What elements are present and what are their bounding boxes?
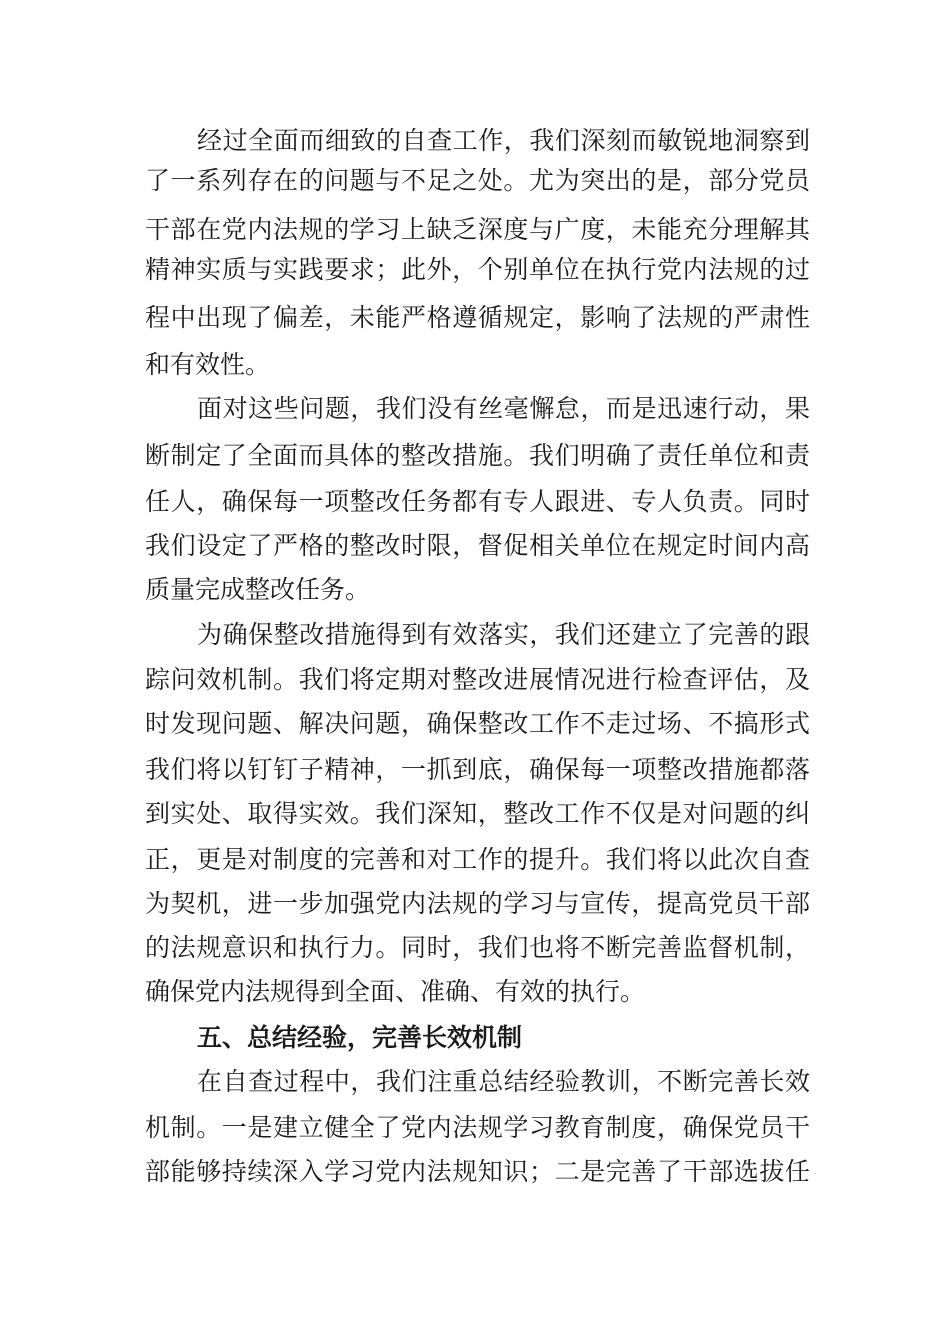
paragraph-3-line-4: 我们将以钉钉子精神，一抓到底，确保每一项整改措施都落: [145, 755, 810, 784]
paragraph-4-line-1: 在自查过程中，我们注重总结经验教训，不断完善长效: [197, 1067, 810, 1096]
paragraph-3-line-6: 正，更是对制度的完善和对工作的提升。我们将以此次自查: [145, 845, 810, 874]
paragraph-1-line-5: 程中出现了偏差，未能严格遵循规定，影响了法规的严肃性: [145, 303, 810, 332]
paragraph-1-line-3: 干部在党内法规的学习上缺乏深度与广度，未能充分理解其: [145, 215, 810, 244]
paragraph-4-line-3: 部能够持续深入学习党内法规知识；二是完善了干部选拔任: [145, 1157, 810, 1186]
paragraph-2-line-1: 面对这些问题，我们没有丝毫懈怠，而是迅速行动，果: [197, 394, 810, 423]
paragraph-2-line-3: 任人，确保每一项整改任务都有专人跟进、专人负责。同时: [145, 487, 810, 516]
paragraph-2-line-5: 质量完成整改任务。: [145, 575, 371, 604]
paragraph-3-line-3: 时发现问题、解决问题，确保整改工作不走过场、不搞形式: [145, 709, 810, 738]
paragraph-4-line-2: 机制。一是建立健全了党内法规学习教育制度，确保党员干: [145, 1113, 810, 1142]
section-heading: 五、总结经验，完善长效机制: [197, 1023, 523, 1052]
paragraph-1-line-4: 精神实质与实践要求；此外，个别单位在执行党内法规的过: [145, 255, 810, 284]
paragraph-3-line-5: 到实处、取得实效。我们深知，整改工作不仅是对问题的纠: [145, 799, 810, 828]
paragraph-3-line-9: 确保党内法规得到全面、准确、有效的执行。: [145, 977, 646, 1006]
paragraph-3-line-2: 踪问效机制。我们将定期对整改进展情况进行检查评估，及: [145, 665, 810, 694]
paragraph-3-line-1: 为确保整改措施得到有效落实，我们还建立了完善的跟: [197, 620, 810, 649]
paragraph-3-line-7: 为契机，进一步加强党内法规的学习与宣传，提高党员干部: [145, 889, 810, 918]
paragraph-3-line-8: 的法规意识和执行力。同时，我们也将不断完善监督机制，: [145, 933, 810, 962]
paragraph-2-line-2: 断制定了全面而具体的整改措施。我们明确了责任单位和责: [145, 441, 810, 470]
paragraph-1-line-2: 了一系列存在的问题与不足之处。尤为突出的是，部分党员: [145, 166, 810, 195]
paragraph-1-line-1: 经过全面而细致的自查工作，我们深刻而敏锐地洞察到: [197, 126, 810, 155]
paragraph-1-line-6: 和有效性。: [145, 350, 271, 379]
paragraph-2-line-4: 我们设定了严格的整改时限，督促相关单位在规定时间内高: [145, 531, 810, 560]
